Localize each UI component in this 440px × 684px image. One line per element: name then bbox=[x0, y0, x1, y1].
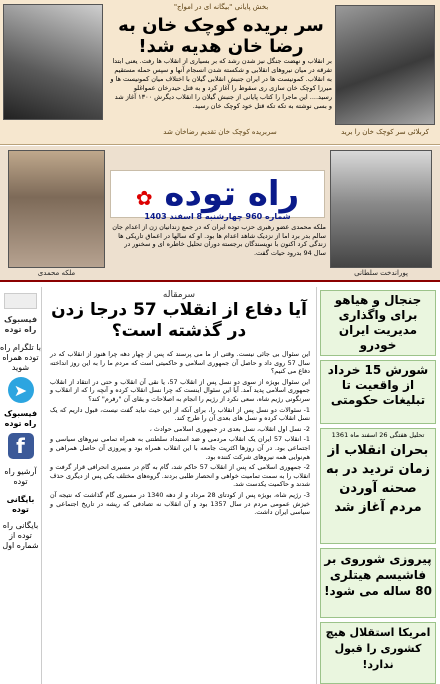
article-paragraph: این سئوال بویژه از سوی دو نسل پس از انقلاب 57، یا نقی آن انقلاب و حتی در انتقاد از انقلاب جمهوری اسلامی پدید آمد. آیا این سئوال اینست که چرا نسل انقلاب کرده و آنچه را که از انقلاب و سرنگونی رژیم شاه، سعی نکرد از رژیم را انجام به اصلاحات و بقای آن "رفرم" کند؟ bbox=[50, 377, 310, 403]
photo-head-man bbox=[335, 5, 435, 125]
site-logo[interactable] bbox=[110, 170, 325, 218]
article-headline[interactable]: آیا دفاع از انقلاب 57 درجا زدن در گذشته است؟ bbox=[51, 300, 307, 341]
top-headline[interactable]: سر بریده کوچک خان به رضا خان هدیه شد! bbox=[118, 15, 324, 57]
caption-left-photo: کربلائی سر کوچک خان را برید bbox=[341, 128, 429, 136]
top-body: بر انقلاب و نهضت جنگل نیز شدن رشد که بر بسیاری از انقلاب ها رفت. یعنی ابتدا تفرقه در میان نیروهای انقلابی و شکسته شدن انسجام آنها و سپس حمله مستقیم به انقلاب. کمونیست ها در ایران جنبش انقلابی گیلان با اختلاف میان کمونیست ها و میرزا کوچک خان سازی ری سقوط را آغاز کرد و به قتل حیدرخان عمواغلو رسید.... این ماجرا را کتاب پایانی از جنبش گیلان را انقلاب دیگرش ۱۳۰۰ آغاز شد و بسی نوشته به تکه تکه قتل خود کوچک خان رسید. bbox=[110, 57, 332, 110]
article-paragraph: 1- انقلاب 57 ایران یک انقلاب مردمی و ضد استبداد سلطنتی به همراه تمامی نیروهای سیاسی و اجتماعی بود. در آن روزها اکثریت جامعه با این انقلاب همراه بود و پیروزی آن حاصل همراهی و هم‌نوایی همه نیروهای شرکت کننده بود. bbox=[50, 435, 310, 461]
link-box-iran-khodro[interactable]: جنجال و هیاهو برای واگذاری مدیریت ایران خودرو bbox=[320, 290, 436, 356]
photo-pourandokht-soltani bbox=[330, 150, 432, 268]
facebook-icon[interactable]: f bbox=[8, 433, 34, 459]
article-paragraph: 1- سئوالات دو نسل پس از انقلاب را، برای آنکه از این حیث نباید گفت نیست، قبول داریم که یک نسل انقلاب کرده و نسل های بعدی آن را طرح کند. bbox=[50, 405, 310, 423]
sidebar-image-placeholder bbox=[4, 293, 37, 309]
caption-right-photo: سربریده کوچک خان تقدیم رضاخان شد bbox=[163, 128, 277, 136]
link-box-15-khordad[interactable]: شورش 15 خرداد از واقعیت تا تبلیغات حکومتی bbox=[320, 360, 436, 424]
sidebar-archive2-text[interactable]: بایگانی توده bbox=[6, 495, 35, 514]
article-kicker: سرمقاله bbox=[162, 290, 196, 300]
caption-w1: ملکه محمدی bbox=[37, 269, 76, 277]
sidebar-facebook-label[interactable]: فیسبوک راه توده bbox=[3, 315, 38, 334]
article-paragraph: 2- نسل اول انقلاب، نسل بعدی در جمهوری اسلامی حوادث ، bbox=[149, 424, 310, 433]
carnation-icon: ✿ bbox=[135, 186, 153, 210]
link-box-crisis[interactable] bbox=[320, 428, 436, 544]
box3-kicker: تحلیل هفتگی 26 اسفند ماه 1361 bbox=[331, 431, 425, 439]
link-box-america[interactable]: امریکا استقلال هیچ کشوری را قبول ندارد! bbox=[320, 622, 436, 684]
article-paragraph: 3- رژیم شاه، بویژه پس از کودتای 28 مرداد و از دهه 1340 در مسیری گام گذاشت که نتیجه آن خیزش عمومی مردم در سال 1357 بود و آن انقلاب نه تصادفی که ریشه در تاریخ اجتماعی و سیاسی ایران داشت. bbox=[50, 490, 310, 517]
telegram-icon[interactable]: ➤ bbox=[8, 377, 34, 403]
sidebar-archive-text[interactable]: آرشیو راه توده bbox=[4, 467, 37, 486]
left-sidebar bbox=[0, 287, 42, 684]
article-paragraph: 2- جمهوری اسلامی که پس از انقلاب 57 حاکم شد، گام به گام در مسیری انحرافی قرار گرفت و انقلاب را به سمت تمامیت خواهی و انحصار طلبی بردند. گروه‌های مختلف یکی پس از دیگری حذف شدند و حاکمیت یکدست شد. bbox=[50, 463, 310, 489]
sidebar-archive3-text[interactable]: بایگانی راه توده از شماره اول bbox=[2, 521, 39, 550]
caption-w2: پوراندخت سلطانی bbox=[354, 269, 408, 277]
box3-headline: بحران انقلاب از زمان تردید در به صحنه آوردن مردم آغاز شد bbox=[325, 443, 431, 515]
issue-line: شماره 960 چهارشنبه 8 اسفند 1403 bbox=[144, 212, 291, 221]
sidebar-telegram-text[interactable]: با تلگرام راه توده همراه شوید bbox=[0, 343, 41, 372]
article-paragraph: این سئوال بی جائی نیست. وقتی از ما می پرسند که پس از چهار دهه چرا هنوز از انقلاب که در سال 57 روی داد و حاصل آن جمهوری اسلامی و حاکمیتی است که مردم ما را به این روز انداخته دفاع می کنیم؟ bbox=[50, 350, 310, 376]
band-body: ملکه محمدی عضو رهبری حزب توده ایران که در جمع زندانیان زن از اعدام جان سالم بدر برد اما از نزدیک شاهد اعدام ها بود. او که سالها در اعماق تاریکی ها زندگی کرد اکنون با نویسندگان برجسته دوران تحلیل خاطره ای و سخنور در سال 94 بدرود حیات گفت. bbox=[112, 223, 326, 257]
top-kicker: بخش پایانی "بیگانه ای در امواج" bbox=[173, 3, 269, 11]
sidebar-facebook2-text[interactable]: فیسبوک راه توده bbox=[3, 409, 38, 428]
logo-text: راه توده bbox=[164, 174, 300, 214]
article-body bbox=[50, 350, 310, 519]
photo-malakeh-mohammadi bbox=[8, 150, 105, 268]
photo-soldier bbox=[3, 4, 103, 120]
link-box-soviet-victory[interactable]: پیروزی شوروی بر فاشیسم هیتلری 80 ساله می شود! bbox=[320, 548, 436, 618]
